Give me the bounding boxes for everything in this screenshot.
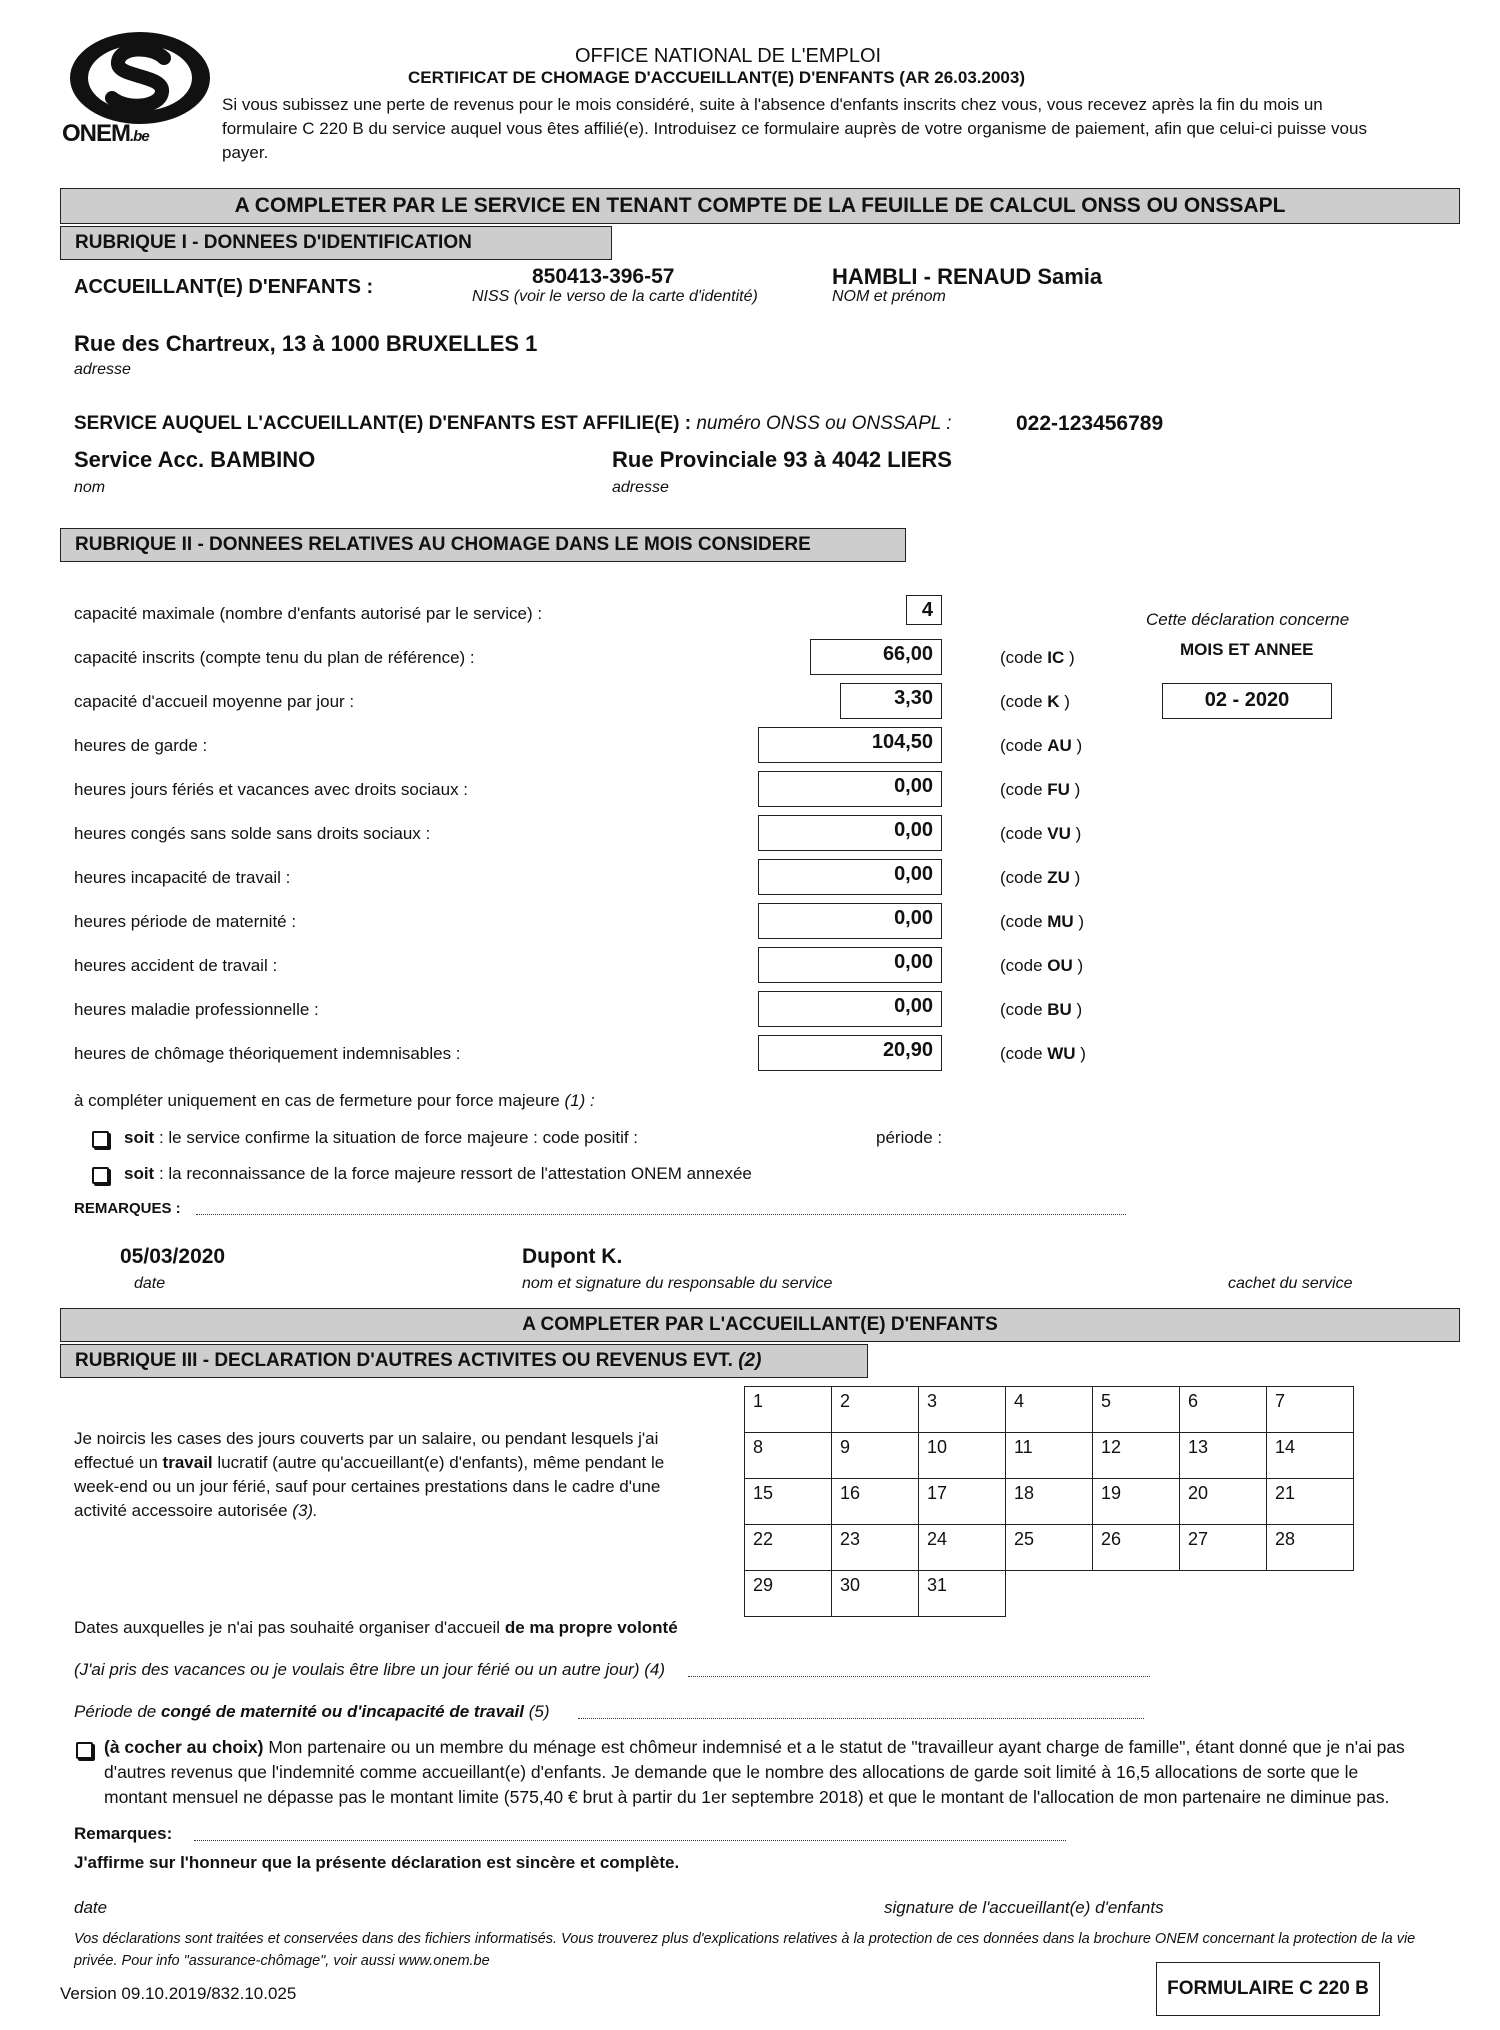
r2-value[interactable]: 3,30 <box>840 683 942 719</box>
r2-value[interactable]: 66,00 <box>810 639 942 675</box>
r2-code: (code FU ) <box>1000 780 1081 799</box>
r2-value[interactable]: 0,00 <box>758 771 942 807</box>
force-majeure-option2-checkbox[interactable] <box>92 1167 109 1184</box>
office-title: OFFICE NATIONAL DE L'EMPLOI <box>575 45 882 67</box>
signatory-name: Dupont K. <box>522 1245 623 1268</box>
force-majeure-option1: soit : le service confirme la situation de force majeure : code positif : <box>124 1128 639 1147</box>
calendar-day[interactable]: 16 <box>832 1479 919 1525</box>
r2-label: capacité inscrits (compte tenu du plan de référence) : <box>74 648 475 667</box>
privacy-notice: Vos déclarations sont traitées et conservées dans des fichiers informatisés. Vous trouverez plus d'explications relatives à la protection de ces données dans la brochure ONEM concernant la protection de la vie privée. Pour info "assurance-chômage", voir aussi www.onem.be <box>74 1931 1416 1969</box>
calendar-day[interactable]: 8 <box>745 1433 832 1479</box>
service-address: Rue Provinciale 93 à 4042 LIERS <box>612 447 952 472</box>
accueillant-signature-caption: signature de l'accueillant(e) d'enfants <box>884 1898 1164 1917</box>
r2-value[interactable]: 4 <box>906 595 942 625</box>
periode-label: période : <box>876 1128 943 1147</box>
calendar-day[interactable]: 13 <box>1180 1433 1267 1479</box>
address-caption: adresse <box>74 361 131 378</box>
r2-code: (code ZU ) <box>1000 868 1081 887</box>
r2-value[interactable]: 20,90 <box>758 1035 942 1071</box>
remarques-dotted-field[interactable] <box>194 1840 1066 1841</box>
r2-code: (code BU ) <box>1000 1000 1083 1019</box>
rubrique3-instruction: Je noircis les cases des jours couverts par un salaire, ou pendant lesquels j'ai effectué un travail lucratif (autre qu'accueillant(e) d'enfants), même pendant le week-end ou un jour férié, sauf pour certaines prestations dans le cadre d'une activité accessoire autorisée (3). <box>74 1429 665 1520</box>
periode-dotted-field[interactable] <box>578 1718 1144 1719</box>
calendar-day[interactable]: 6 <box>1180 1387 1267 1433</box>
calendar-day[interactable]: 28 <box>1267 1525 1354 1571</box>
vacances-dotted-field[interactable] <box>688 1676 1150 1677</box>
service-address-caption: adresse <box>612 479 669 496</box>
calendar-day[interactable]: 29 <box>745 1571 832 1617</box>
niss-value: 850413-396-57 <box>532 265 675 288</box>
month-year-field[interactable]: 02 - 2020 <box>1162 683 1332 719</box>
r2-value[interactable]: 0,00 <box>758 947 942 983</box>
remarques-line[interactable] <box>196 1214 1126 1215</box>
r2-label: heures congés sans solde sans droits sociaux : <box>74 824 431 843</box>
calendar-day[interactable]: 17 <box>919 1479 1006 1525</box>
calendar-day[interactable]: 21 <box>1267 1479 1354 1525</box>
rubrique3-title: RUBRIQUE III - DECLARATION D'AUTRES ACTIVITES OU REVENUS EVT. <box>75 1350 733 1371</box>
calendar-day[interactable]: 19 <box>1093 1479 1180 1525</box>
person-name: HAMBLI - RENAUD Samia <box>832 264 1103 289</box>
signatory-caption: nom et signature du responsable du service <box>522 1275 833 1292</box>
r2-value[interactable]: 0,00 <box>758 991 942 1027</box>
r2-code: (code WU ) <box>1000 1044 1086 1063</box>
day-calendar <box>744 1386 1354 1617</box>
r2-label: heures maladie professionnelle : <box>74 1000 319 1019</box>
calendar-day[interactable]: 20 <box>1180 1479 1267 1525</box>
r2-value[interactable]: 104,50 <box>758 727 942 763</box>
rubrique3-ref: (2) <box>738 1350 762 1371</box>
force-majeure-option1-checkbox[interactable] <box>92 1131 109 1148</box>
calendar-day[interactable]: 15 <box>745 1479 832 1525</box>
calendar-day[interactable]: 1 <box>745 1387 832 1433</box>
calendar-day[interactable]: 2 <box>832 1387 919 1433</box>
calendar-day[interactable]: 14 <box>1267 1433 1354 1479</box>
force-majeure-label: à compléter uniquement en cas de fermeture pour force majeure <box>74 1091 560 1110</box>
calendar-day[interactable]: 7 <box>1267 1387 1354 1433</box>
r2-code: (code IC ) <box>1000 648 1075 667</box>
calendar-day[interactable]: 5 <box>1093 1387 1180 1433</box>
declaration-caption: Cette déclaration concerne <box>1146 610 1350 629</box>
r2-value[interactable]: 0,00 <box>758 815 942 851</box>
calendar-day[interactable]: 9 <box>832 1433 919 1479</box>
r2-label: capacité d'accueil moyenne par jour : <box>74 692 355 711</box>
accueillant-label: ACCUEILLANT(E) D'ENFANTS : <box>74 276 374 298</box>
calendar-empty-cell <box>1006 1571 1093 1617</box>
calendar-day[interactable]: 31 <box>919 1571 1006 1617</box>
calendar-empty-cell <box>1180 1571 1267 1617</box>
r2-value[interactable]: 0,00 <box>758 859 942 895</box>
calendar-day[interactable]: 23 <box>832 1525 919 1571</box>
r2-value[interactable]: 0,00 <box>758 903 942 939</box>
service-section-title: A COMPLETER PAR LE SERVICE EN TENANT COMPTE DE LA FEUILLE DE CALCUL ONSS OU ONSSAPL <box>234 194 1286 217</box>
calendar-day[interactable]: 26 <box>1093 1525 1180 1571</box>
person-address: Rue des Chartreux, 13 à 1000 BRUXELLES 1 <box>74 331 538 356</box>
calendar-day[interactable]: 18 <box>1006 1479 1093 1525</box>
remarques-label: REMARQUES : <box>74 1200 181 1217</box>
accueillant-section-bar <box>60 1308 1460 1342</box>
r2-label: heures de garde : <box>74 736 208 755</box>
service-label: SERVICE AUQUEL L'ACCUEILLANT(E) D'ENFANTS EST AFFILIE(E) : <box>74 413 692 434</box>
accueillant-date-caption: date <box>74 1898 108 1917</box>
partner-choice-checkbox[interactable] <box>76 1742 93 1759</box>
form-id-box <box>1156 1962 1380 2016</box>
calendar-day[interactable]: 30 <box>832 1571 919 1617</box>
service-number-caption: numéro ONSS ou ONSSAPL : <box>696 413 952 434</box>
form-id: FORMULAIRE C 220 B <box>1167 1978 1369 1999</box>
onem-logo <box>62 28 212 148</box>
vacances-line: (J'ai pris des vacances ou je voulais être libre un jour férié ou un autre jour) (4) <box>74 1660 665 1679</box>
service-date-caption: date <box>134 1275 166 1292</box>
service-number: 022-123456789 <box>1016 412 1164 435</box>
calendar-empty-cell <box>1267 1571 1354 1617</box>
calendar-day[interactable]: 25 <box>1006 1525 1093 1571</box>
onem-logo-icon <box>62 28 212 128</box>
own-will-line: Dates auxquelles je n'ai pas souhaité organiser d'accueil de ma propre volonté <box>74 1618 678 1637</box>
calendar-day[interactable]: 11 <box>1006 1433 1093 1479</box>
intro-text: Si vous subissez une perte de revenus pour le mois considéré, suite à l'absence d'enfants inscrits chez vous, vous recevez après la fin du mois un formulaire C 220 B du service auquel vous êtes affilié(e). Introduisez ce formulaire auprès de votre organisme de paiement, afin que celui-ci puisse vous payer. <box>222 95 1367 162</box>
rubrique2-title: RUBRIQUE II - DONNEES RELATIVES AU CHOMAGE DANS LE MOIS CONSIDERE <box>75 534 811 555</box>
service-date: 05/03/2020 <box>120 1245 226 1268</box>
calendar-day[interactable]: 3 <box>919 1387 1006 1433</box>
force-majeure-ref: (1) : <box>564 1091 595 1110</box>
r2-label: heures jours fériés et vacances avec droits sociaux : <box>74 780 469 799</box>
logo-text: ONEM <box>62 120 130 147</box>
calendar-empty-cell <box>1093 1571 1180 1617</box>
r2-label: heures période de maternité : <box>74 912 297 931</box>
calendar-day[interactable]: 24 <box>919 1525 1006 1571</box>
form-title: CERTIFICAT DE CHOMAGE D'ACCUEILLANT(E) D'ENFANTS (AR 26.03.2003) <box>408 68 1025 87</box>
periode-line: Période de congé de maternité ou d'incapacité de travail (5) <box>74 1702 550 1721</box>
service-affiliation-line <box>74 413 952 436</box>
logo-suffix: .be <box>130 128 149 145</box>
r2-code: (code MU ) <box>1000 912 1085 931</box>
r2-code: (code VU ) <box>1000 824 1082 843</box>
partner-choice-text: (à cocher au choix) Mon partenaire ou un membre du ménage est chômeur indemnisé et a le statut de "travailleur ayant charge de famille", étant donné que je n'ai pas d'autres revenus que l'indemnité comme accueillant(e) d'enfants. Je demande que le nombre des allocations de garde soit limité à 16,5 allocations de sorte que le montant mensuel ne dépasse pas le montant limite (575,40 € brut à partir du 1er septembre 2018) et que le montant de l'allocation de mon partenaire ne diminue pas. <box>104 1737 1405 1807</box>
r2-label: heures accident de travail : <box>74 956 278 975</box>
r2-label: capacité maximale (nombre d'enfants autorisé par le service) : <box>74 604 543 623</box>
accueillant-section-title: A COMPLETER PAR L'ACCUEILLANT(E) D'ENFANTS <box>522 1314 998 1335</box>
version-text: Version 09.10.2019/832.10.025 <box>60 1984 297 2003</box>
service-name: Service Acc. BAMBINO <box>74 447 316 472</box>
r2-label: heures de chômage théoriquement indemnisables : <box>74 1044 461 1063</box>
calendar-day[interactable]: 22 <box>745 1525 832 1571</box>
stamp-caption: cachet du service <box>1228 1275 1353 1292</box>
month-year-label: MOIS ET ANNEE <box>1180 640 1314 659</box>
r2-code: (code OU ) <box>1000 956 1084 975</box>
r2-code: (code AU ) <box>1000 736 1083 755</box>
force-majeure-option2: soit : la reconnaissance de la force majeure ressort de l'attestation ONEM annexée <box>124 1164 752 1183</box>
calendar-day[interactable]: 4 <box>1006 1387 1093 1433</box>
niss-caption: NISS (voir le verso de la carte d'identité) <box>472 288 758 305</box>
r2-label: heures incapacité de travail : <box>74 868 291 887</box>
affirmation-text: J'affirme sur l'honneur que la présente déclaration est sincère et complète. <box>74 1853 680 1872</box>
rubrique1-title: RUBRIQUE I - DONNEES D'IDENTIFICATION <box>75 232 472 253</box>
rubrique3-bar <box>60 1344 868 1378</box>
service-section-bar <box>60 188 1460 224</box>
calendar-day[interactable]: 12 <box>1093 1433 1180 1479</box>
calendar-day[interactable]: 10 <box>919 1433 1006 1479</box>
r2-code: (code K ) <box>1000 692 1070 711</box>
rubrique2-bar <box>60 528 906 562</box>
name-caption: NOM et prénom <box>832 288 946 305</box>
force-majeure-line <box>74 1091 595 1111</box>
service-name-caption: nom <box>74 479 106 496</box>
calendar-day[interactable]: 27 <box>1180 1525 1267 1571</box>
rubrique1-bar <box>60 226 612 260</box>
remarques-label-accueillant: Remarques: <box>74 1824 173 1843</box>
